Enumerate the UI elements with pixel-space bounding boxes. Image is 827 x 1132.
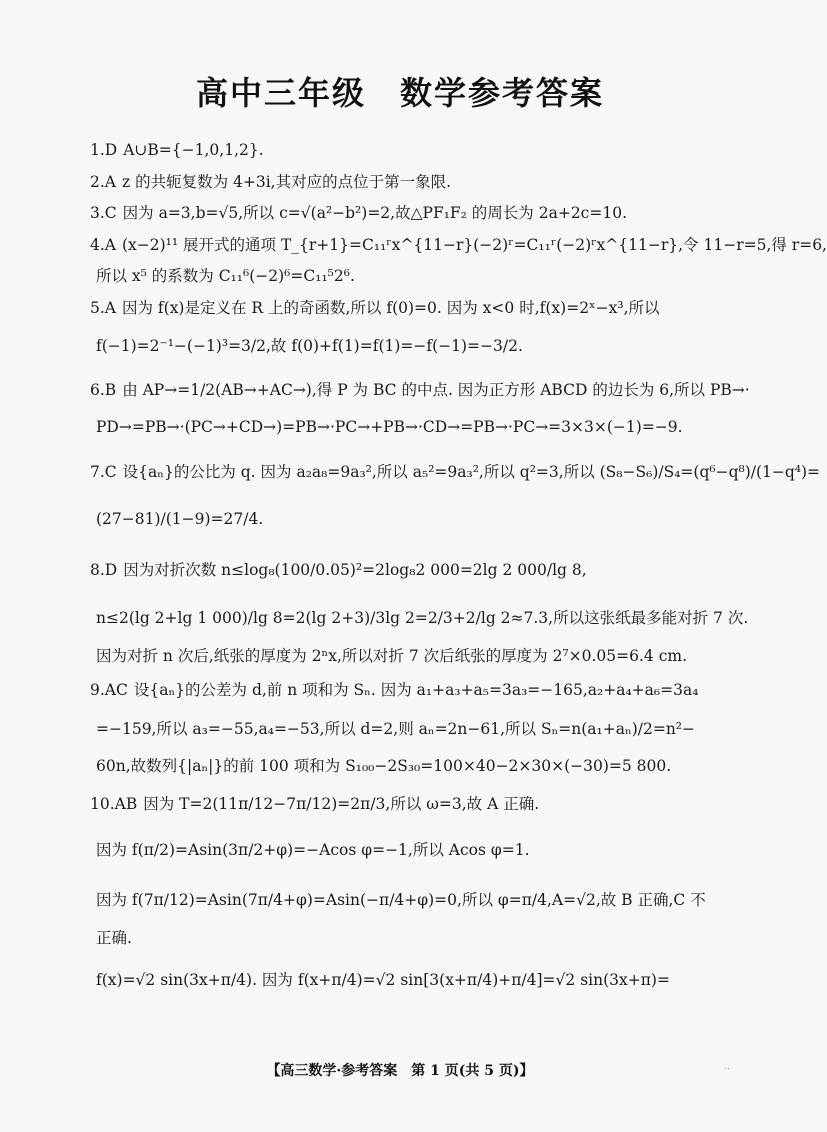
answer-line bbox=[90, 754, 740, 778]
answer-number: 3.C bbox=[90, 204, 117, 222]
answer-line bbox=[90, 170, 740, 194]
answer-number: 5.A bbox=[90, 299, 116, 317]
answer-number: 10.AB bbox=[90, 795, 138, 813]
answer-line bbox=[90, 888, 740, 912]
answer-text: f(−1)=2⁻¹−(−1)³=3/2,故 f(0)+f(1)=f(1)=−f(−1)=−3/2. bbox=[96, 337, 523, 355]
answer-number: 2.A bbox=[90, 173, 116, 191]
answer-text: 因为 f(π/2)=Asin(3π/2+φ)=−Acos φ=−1,所以 Acos φ=1. bbox=[96, 841, 530, 859]
answer-line bbox=[90, 644, 740, 668]
answer-line bbox=[90, 507, 740, 531]
answer-number: 1.D bbox=[90, 141, 118, 159]
answer-text: n≤2(lg 2+lg 1 000)/lg 8=2(lg 2+3)/3lg 2=2/3+2/lg 2≈7.3,所以这张纸最多能对折 7 次. bbox=[96, 609, 749, 627]
answer-text: 设{aₙ}的公差为 d,前 n 项和为 Sₙ. 因为 a₁+a₃+a₅=3a₃=−165,a₂+a₄+a₆=3a₄ bbox=[133, 681, 699, 699]
answer-text: 因为 T=2(11π/12−7π/12)=2π/3,所以 ω=3,故 A 正确. bbox=[143, 795, 540, 813]
answer-line bbox=[90, 926, 740, 950]
answer-line bbox=[90, 415, 740, 439]
answer-number: 9.AC bbox=[90, 681, 128, 699]
answer-line bbox=[90, 264, 740, 288]
answer-text: 设{aₙ}的公比为 q. 因为 a₂a₈=9a₃²,所以 a₅²=9a₃²,所以 q²=3,所以 (S₈−S₆)/S₄=(q⁶−q⁸)/(1−q⁴)= bbox=[122, 463, 821, 481]
answer-text: PD→=PB→·(PC→+CD→)=PB→·PC→+PB→·CD→=PB→·PC→=3×3×(−1)=−9. bbox=[96, 418, 683, 436]
answer-text: 因为对折次数 n≤log₈(100/0.05)²=2log₈2 000=2lg 2 000/lg 8, bbox=[123, 561, 587, 579]
answer-text: 所以 x⁵ 的系数为 C₁₁⁶(−2)⁶=C₁₁⁵2⁶. bbox=[96, 267, 355, 285]
answer-line bbox=[90, 296, 740, 320]
answer-text: (27−81)/(1−9)=27/4. bbox=[96, 510, 264, 528]
page-title: 高中三年级 数学参考答案 bbox=[195, 74, 604, 112]
answer-text: 因为 f(7π/12)=Asin(7π/4+φ)=Asin(−π/4+φ)=0,所以 φ=π/4,A=√2,故 B 正确,C 不 bbox=[96, 891, 706, 909]
answer-text: 60n,故数列{|aₙ|}的前 100 项和为 S₁₀₀−2S₃₀=100×40−2×30×(−30)=5 800. bbox=[96, 757, 672, 775]
answer-line bbox=[90, 838, 740, 862]
answer-line bbox=[90, 233, 827, 257]
answer-text: (x−2)¹¹ 展开式的通项 T_{r+1}=C₁₁ʳx^{11−r}(−2)ʳ=C₁₁ʳ(−2)ʳx^{11−r},令 11−r=5,得 r=6, bbox=[121, 236, 827, 254]
answer-text: z 的共轭复数为 4+3i,其对应的点位于第一象限. bbox=[121, 173, 452, 191]
answer-line bbox=[90, 460, 821, 484]
answer-text: =−159,所以 a₃=−55,a₄=−53,所以 d=2,则 aₙ=2n−61,所以 Sₙ=n(a₁+aₙ)/2=n²− bbox=[96, 720, 695, 738]
answer-text: A∪B={−1,0,1,2}. bbox=[123, 141, 264, 159]
answer-line bbox=[90, 717, 740, 741]
answer-text: 正确. bbox=[96, 929, 132, 947]
answer-line bbox=[90, 968, 740, 992]
answer-text: 因为 a=3,b=√5,所以 c=√(a²−b²)=2,故△PF₁F₂ 的周长为 2a+2c=10. bbox=[122, 204, 628, 222]
answer-line bbox=[90, 334, 740, 358]
answer-line bbox=[90, 138, 740, 162]
scan-mark: ·· bbox=[723, 1064, 730, 1075]
answer-text: 由 AP→=1/2(AB→+AC→),得 P 为 BC 的中点. 因为正方形 ABCD 的边长为 6,所以 PB→· bbox=[122, 381, 750, 399]
page-footer: 【高三数学·参考答案 第 1 页(共 5 页)】 bbox=[266, 1063, 534, 1079]
answer-line bbox=[90, 678, 740, 702]
answer-number: 8.D bbox=[90, 561, 118, 579]
answer-number: 6.B bbox=[90, 381, 117, 399]
answer-line bbox=[90, 378, 750, 402]
answer-text: 因为 f(x)是定义在 R 上的奇函数,所以 f(0)=0. 因为 x<0 时,f(x)=2ˣ−x³,所以 bbox=[121, 299, 660, 317]
answer-line bbox=[90, 792, 740, 816]
answer-line bbox=[90, 558, 740, 582]
answer-line bbox=[90, 201, 740, 225]
answer-line bbox=[90, 606, 749, 630]
answer-text: f(x)=√2 sin(3x+π/4). 因为 f(x+π/4)=√2 sin[3(x+π/4)+π/4]=√2 sin(3x+π)= bbox=[96, 971, 670, 989]
answer-number: 7.C bbox=[90, 463, 117, 481]
answer-number: 4.A bbox=[90, 236, 116, 254]
answer-text: 因为对折 n 次后,纸张的厚度为 2ⁿx,所以对折 7 次后纸张的厚度为 2⁷×0.05=6.4 cm. bbox=[96, 647, 688, 665]
